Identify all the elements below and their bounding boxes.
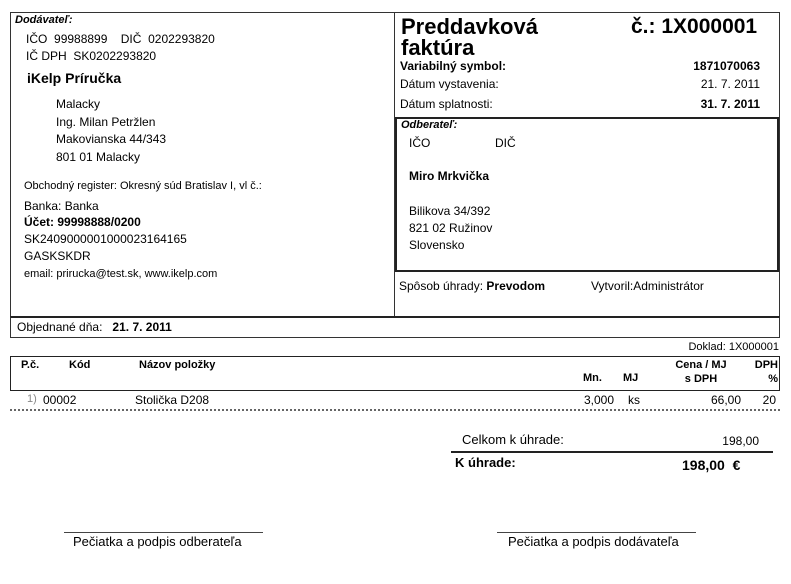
customer-name: Miro Mrkvička [409, 169, 490, 183]
ico-label: IČO [26, 32, 48, 46]
amount-due-label: K úhrade: [455, 455, 516, 470]
customer-signature-label: Pečiatka a podpis odberateľa [73, 534, 242, 549]
payment-method-value: Prevodom [486, 279, 546, 293]
vs-label: Variabilný symbol: [400, 59, 507, 73]
address-line: Bilikova 34/392 [409, 204, 491, 218]
supplier-swift: GASKSKDR [24, 249, 91, 263]
due-date-label: Dátum splatnosti: [400, 97, 493, 111]
supplier-signature-line [497, 532, 696, 533]
col-price-line: s DPH [684, 373, 718, 385]
total-label: Celkom k úhrade: [462, 432, 564, 447]
row-vat: 20 [762, 393, 776, 407]
order-date-label: Objednané dňa: [17, 320, 103, 334]
supplier-register: Obchodný register: Okresný súd Bratislav I, vl č.: [24, 180, 262, 192]
address-line: Ing. Milan Petržlen [56, 114, 156, 129]
items-table-header [10, 356, 780, 391]
row-unit: ks [628, 393, 640, 407]
supplier-icdph [26, 49, 156, 63]
address-line: Makovianska 44/343 [56, 132, 167, 146]
order-date [17, 320, 172, 334]
issued-value: 21. 7. 2011 [700, 77, 760, 91]
col-price [666, 358, 736, 386]
row-name: Stolička D208 [135, 393, 210, 407]
supplier-name: iKelp Príručka [27, 70, 122, 86]
col-name: Názov položky [139, 359, 216, 371]
vs-value: 1871070063 [693, 59, 760, 73]
supplier-iban: SK2409000001000023164165 [24, 232, 187, 246]
row-no: 1) [27, 393, 37, 405]
col-no: P.č. [21, 359, 40, 371]
payment-method-label: Spôsob úhrady: [399, 279, 484, 293]
icdph-label: IČ DPH [26, 49, 67, 63]
title-line: faktúra [401, 35, 475, 60]
amount-due-value: 198,00 € [682, 457, 741, 473]
invoice-title [401, 16, 538, 58]
address-line: 801 01 Malacky [56, 149, 141, 164]
customer-dic-label: DIČ [495, 136, 516, 150]
ico-value: 99988899 [54, 32, 108, 46]
col-unit: MJ [623, 372, 639, 384]
col-code: Kód [69, 359, 91, 371]
supplier-heading: Dodávateľ: [15, 14, 73, 26]
supplier-account: Účet: 99998888/0200 [24, 215, 141, 229]
payment-method [399, 279, 545, 293]
row-code: 00002 [43, 393, 77, 407]
supplier-signature-label: Pečiatka a podpis dodávateľa [508, 534, 679, 549]
col-vat-line: % [768, 373, 778, 385]
supplier-address [56, 96, 166, 166]
address-line: Slovensko [409, 238, 465, 252]
issued-label: Dátum vystavenia: [400, 77, 499, 91]
col-vat-line: DPH [754, 359, 778, 371]
address-line: 821 02 Ružinov [409, 221, 493, 235]
row-divider [10, 409, 780, 411]
icdph-value: SK0202293820 [73, 49, 157, 63]
invoice-number: č.: 1X000001 [631, 15, 758, 38]
created-by: Vytvoril:Administrátor [591, 279, 704, 293]
customer-address [409, 203, 492, 254]
customer-ico-label: IČO [409, 136, 431, 150]
due-date-value: 31. 7. 2011 [700, 97, 760, 111]
col-qty: Mn. [583, 372, 602, 384]
order-date-value: 21. 7. 2011 [112, 320, 172, 334]
doc-reference: Doklad: 1X000001 [688, 341, 779, 353]
customer-signature-line [64, 532, 263, 533]
total-value: 198,00 [722, 434, 759, 448]
row-qty: 3,000 [583, 393, 614, 407]
dic-label: DIČ [120, 32, 142, 46]
col-vat [755, 358, 778, 386]
address-line: Malacky [56, 97, 101, 111]
dic-value: 0202293820 [148, 32, 215, 46]
supplier-ico [26, 32, 215, 46]
supplier-bank: Banka: Banka [24, 199, 99, 213]
title-line: Preddavková [401, 14, 538, 39]
supplier-contact: email: prirucka@test.sk, www.ikelp.com [24, 268, 218, 280]
customer-heading: Odberateľ: [401, 119, 458, 131]
totals-divider [451, 451, 773, 453]
col-price-line: Cena / MJ [675, 359, 727, 371]
row-price: 66,00 [710, 393, 741, 407]
